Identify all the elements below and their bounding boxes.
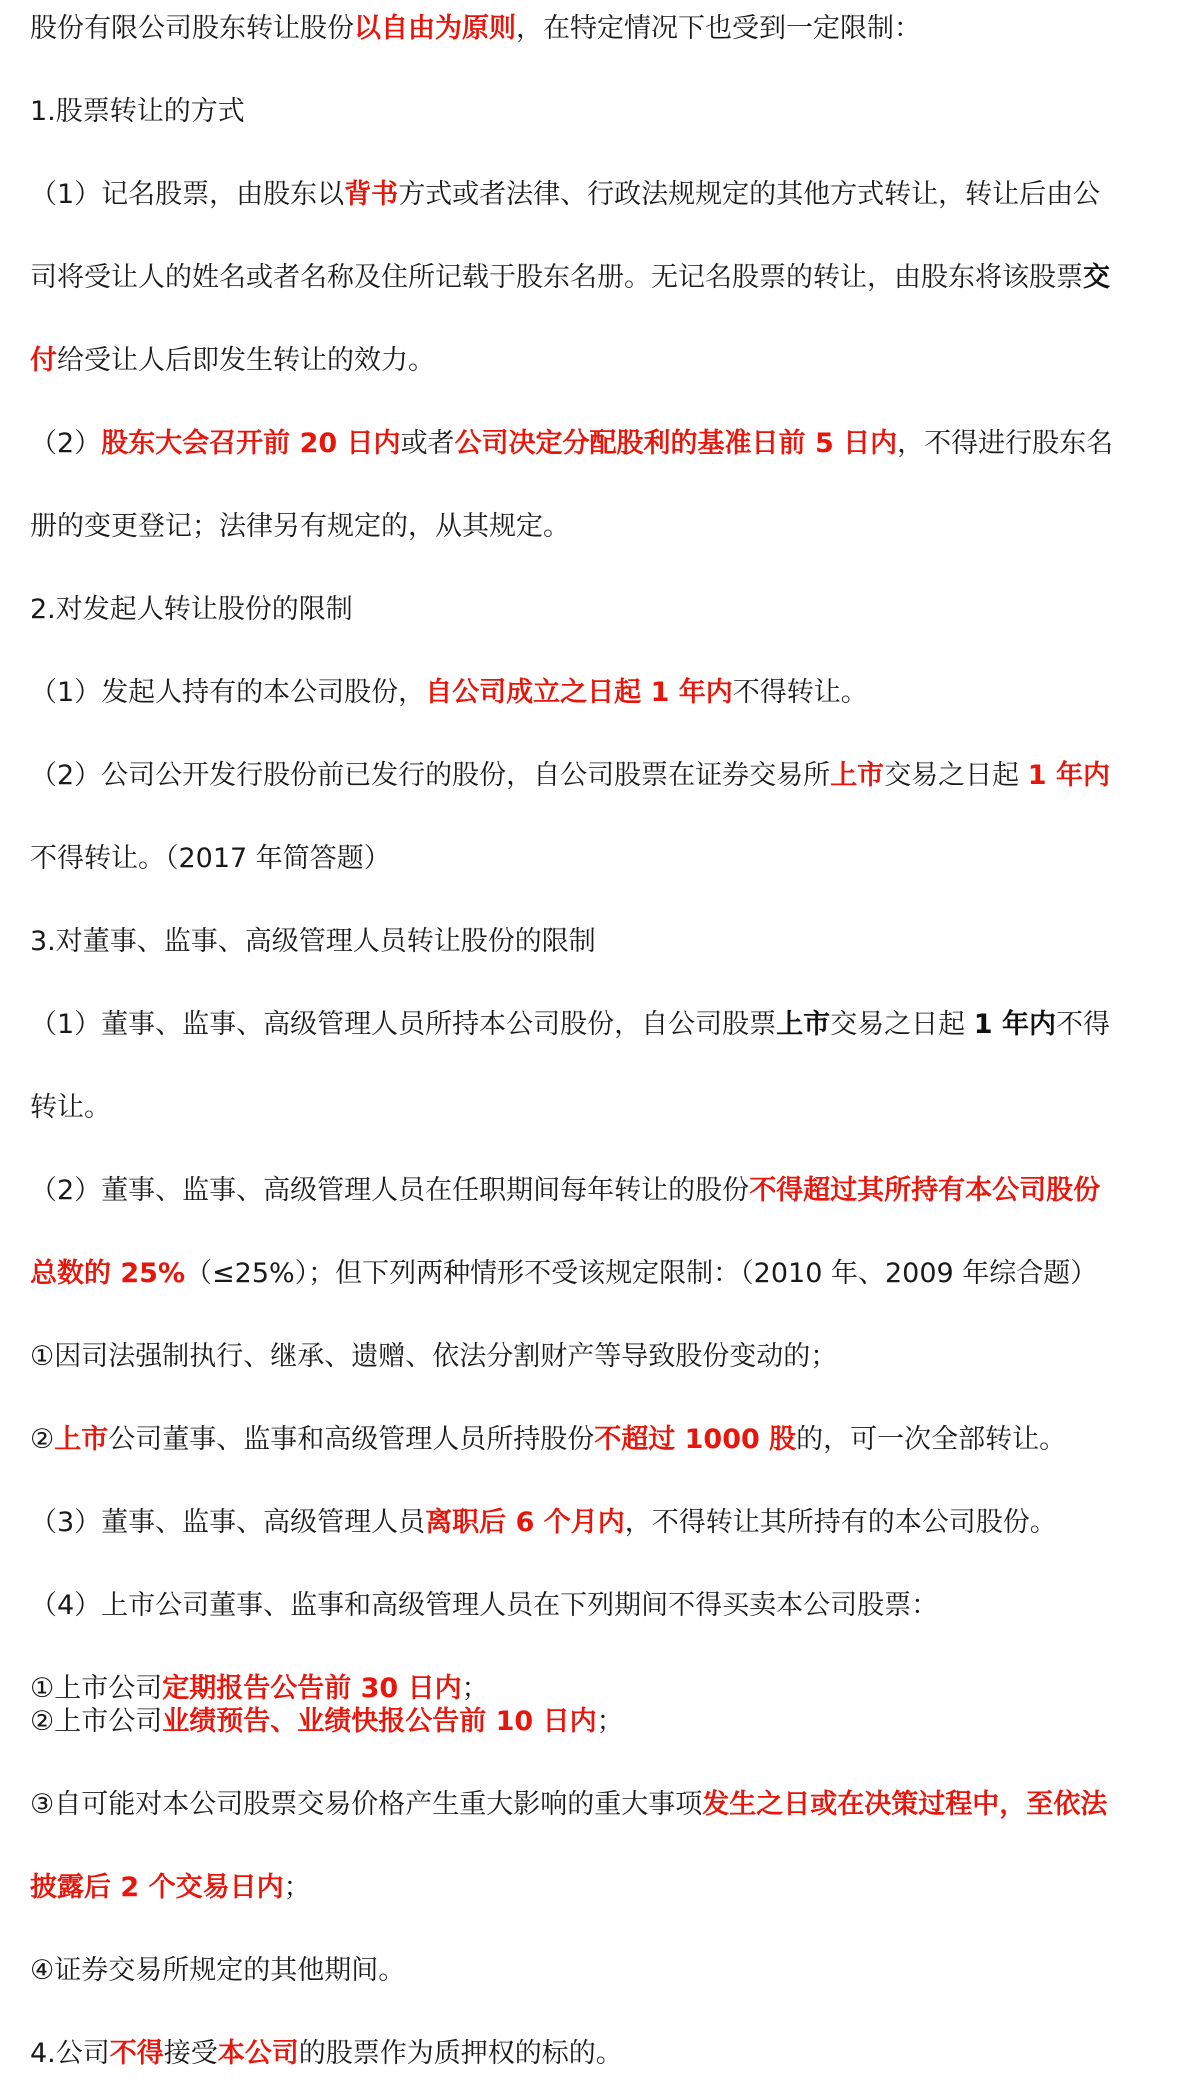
highlight-text: 不超过 1000 股 bbox=[594, 1424, 797, 1455]
bold-text: 1 年内 bbox=[973, 1009, 1056, 1040]
list-item bbox=[30, 1872, 1170, 1904]
paragraph-line bbox=[30, 262, 1170, 294]
text-segment: ； bbox=[283, 1872, 311, 1903]
text-segment: 接受 bbox=[163, 2038, 218, 2069]
highlight-text: 离职后 6 个月内 bbox=[425, 1507, 625, 1538]
text-segment: （1）发起人持有的本公司股份， bbox=[30, 677, 426, 708]
text-segment: 公司董事、监事和高级管理人员所持股份 bbox=[108, 1424, 595, 1455]
highlight-text: 自公司成立之日起 1 年内 bbox=[425, 677, 733, 708]
text-segment: ，在特定情况下也受到一定限制： bbox=[516, 13, 921, 44]
highlight-text: 业绩预告、业绩快报公告前 10 日内 bbox=[162, 1706, 597, 1737]
text-segment: （2）公司公开发行股份前已发行的股份，自公司股票在证券交易所 bbox=[30, 760, 831, 791]
text-segment: 交易之日起 bbox=[884, 760, 1028, 791]
text-segment: 不得转让。（2017 年简答题） bbox=[30, 843, 391, 874]
paragraph-line bbox=[30, 179, 1170, 211]
list-item bbox=[30, 1706, 1170, 1738]
highlight-text: 发生之日或在决策过程中，至依法 bbox=[702, 1789, 1108, 1820]
list-item bbox=[30, 1424, 1170, 1456]
text-segment: ，不得转让其所持有的本公司股份。 bbox=[624, 1507, 1057, 1538]
paragraph-line bbox=[30, 428, 1170, 460]
text-segment: ①上市公司 bbox=[30, 1673, 163, 1704]
list-item bbox=[30, 1789, 1170, 1821]
text-segment: （≤25%）；但下列两种情形不受该规定限制：（2010 年、2009 年综合题） bbox=[185, 1258, 1098, 1289]
section-heading bbox=[30, 2038, 1170, 2070]
text-segment: 转让。 bbox=[30, 1092, 111, 1123]
text-segment: ③自可能对本公司股票交易价格产生重大影响的重大事项 bbox=[30, 1789, 703, 1820]
paragraph-line bbox=[30, 760, 1170, 792]
highlight-text: 公司决定分配股利的基准日前 5 日内 bbox=[454, 428, 898, 459]
text-segment: 2.对发起人转让股份的限制 bbox=[30, 594, 353, 625]
highlight-text: 定期报告公告前 30 日内 bbox=[162, 1673, 462, 1704]
text-segment: 1.股票转让的方式 bbox=[30, 96, 245, 127]
paragraph-line bbox=[30, 511, 1170, 543]
highlight-text: 上市 bbox=[54, 1424, 109, 1455]
text-segment: 不得转让。 bbox=[732, 677, 868, 708]
bold-text: 上市 bbox=[776, 1009, 831, 1040]
paragraph-line bbox=[30, 1590, 1170, 1622]
list-item bbox=[30, 1673, 1170, 1705]
text-segment: 交易之日起 bbox=[830, 1009, 974, 1040]
text-segment: 不得 bbox=[1055, 1009, 1110, 1040]
text-segment: ； bbox=[596, 1706, 624, 1737]
highlight-text: 不得超过其所持有本公司股份 bbox=[749, 1175, 1101, 1206]
text-segment: 的，可一次全部转让。 bbox=[796, 1424, 1067, 1455]
text-segment: 册的变更登记；法律另有规定的，从其规定。 bbox=[30, 511, 570, 542]
paragraph-line bbox=[30, 345, 1170, 377]
text-segment: （1）记名股票，由股东以 bbox=[30, 179, 345, 210]
text-segment: 的股票作为质押权的标的。 bbox=[298, 2038, 623, 2069]
paragraph-line bbox=[30, 1258, 1170, 1290]
paragraph-line bbox=[30, 1507, 1170, 1539]
highlight-text: 上市 bbox=[830, 760, 885, 791]
text-segment: ，不得进行股东名 bbox=[897, 428, 1114, 459]
paragraph-line bbox=[30, 1092, 1170, 1124]
section-heading bbox=[30, 926, 1170, 958]
text-segment: （1）董事、监事、高级管理人员所持本公司股份，自公司股票 bbox=[30, 1009, 777, 1040]
text-segment: ② bbox=[30, 1424, 55, 1455]
highlight-text: 股东大会召开前 20 日内 bbox=[101, 428, 401, 459]
paragraph-line bbox=[30, 1009, 1170, 1041]
text-segment: 4.公司 bbox=[30, 2038, 110, 2069]
section-heading bbox=[30, 594, 1170, 626]
list-item bbox=[30, 1955, 1170, 1987]
text-segment: 方式或者法律、行政法规规定的其他方式转让，转让后由公 bbox=[398, 179, 1101, 210]
paragraph-line bbox=[30, 13, 1170, 45]
highlight-text: 以自由为原则 bbox=[354, 13, 516, 44]
bold-text: 交 bbox=[1083, 262, 1110, 293]
highlight-text: 背书 bbox=[344, 179, 399, 210]
text-segment: 3.对董事、监事、高级管理人员转让股份的限制 bbox=[30, 926, 596, 957]
highlight-text: 本公司 bbox=[217, 2038, 299, 2069]
text-segment: 司将受让人的姓名或者名称及住所记载于股东名册。无记名股票的转让，由股东将该股票 bbox=[30, 262, 1083, 293]
text-segment: ②上市公司 bbox=[30, 1706, 163, 1737]
highlight-text: 付 bbox=[30, 345, 57, 376]
highlight-text: 总数的 25% bbox=[30, 1258, 186, 1289]
text-segment: 或者 bbox=[400, 428, 455, 459]
text-segment: （4）上市公司董事、监事和高级管理人员在下列期间不得买卖本公司股票： bbox=[30, 1590, 939, 1621]
highlight-text: 披露后 2 个交易日内 bbox=[30, 1872, 284, 1903]
text-segment: ④证券交易所规定的其他期间。 bbox=[30, 1955, 406, 1986]
highlight-text: 1 年内 bbox=[1027, 760, 1110, 791]
text-segment: 股份有限公司股东转让股份 bbox=[30, 13, 354, 44]
text-segment: （2） bbox=[30, 428, 102, 459]
highlight-text: 不得 bbox=[109, 2038, 164, 2069]
text-segment: ①因司法强制执行、继承、遗赠、依法分割财产等导致股份变动的； bbox=[30, 1341, 838, 1372]
paragraph-line bbox=[30, 677, 1170, 709]
list-item bbox=[30, 1341, 1170, 1373]
text-segment: （3）董事、监事、高级管理人员 bbox=[30, 1507, 426, 1538]
text-segment: 给受让人后即发生转让的效力。 bbox=[57, 345, 435, 376]
section-heading bbox=[30, 96, 1170, 128]
text-segment: （2）董事、监事、高级管理人员在任职期间每年转让的股份 bbox=[30, 1175, 750, 1206]
text-segment: ； bbox=[461, 1673, 489, 1704]
paragraph-line bbox=[30, 1175, 1170, 1207]
paragraph-line bbox=[30, 843, 1170, 875]
